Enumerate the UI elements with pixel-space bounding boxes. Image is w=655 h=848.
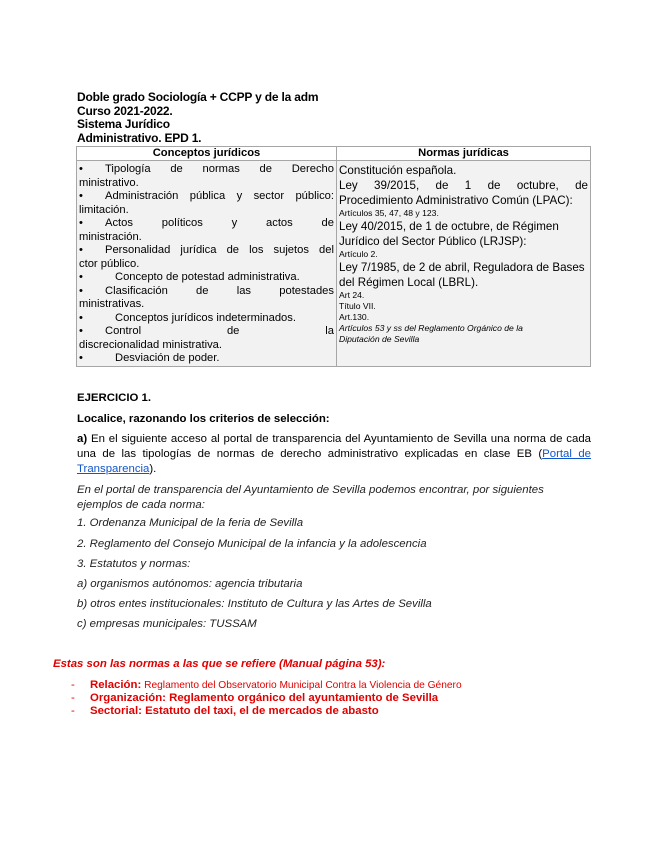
concept-item-text: Control de la [105, 325, 334, 337]
concept-item-line1 [79, 163, 334, 177]
bullet-icon: • [79, 163, 83, 175]
norm-ley40-article: Artículo 2. [339, 249, 378, 259]
concept-item-text: Conceptos jurídicos indeterminados. [115, 311, 296, 324]
bullet-icon: • [79, 325, 83, 337]
dash-bullet: - [71, 705, 75, 717]
concept-item-line2: discrecionalidad ministrativa. [79, 338, 223, 351]
dash-bullet: - [71, 679, 75, 691]
norma-label: Sectorial: Estatuto del taxi, el de mercados de abasto [90, 705, 379, 717]
norm-ley39-articles: Artículos 35, 47, 48 y 123. [339, 208, 439, 218]
concept-item-text: Actos políticos y actos de [105, 217, 334, 229]
concept-item-line2: ministrativo. [79, 176, 139, 189]
concept-item-line2: limitación. [79, 203, 129, 216]
question-a-end: ). [149, 463, 157, 475]
header-line-subject: Sistema Jurídico [77, 117, 170, 131]
concept-item-line1 [79, 352, 334, 366]
concept-item-line1 [79, 244, 334, 258]
answer-item: c) empresas municipales: TUSSAM [77, 618, 257, 630]
bullet-icon: • [79, 311, 83, 324]
concepts-norms-table [76, 146, 591, 367]
concept-item-text: Concepto de potestad administrativa. [115, 271, 300, 283]
exercise-question-a [77, 432, 591, 477]
answer-item: b) otros entes institucionales: Instituto de Cultura y las Artes de Sevilla [77, 598, 432, 610]
concept-item-text: Personalidad jurídica de los sujetos del [105, 244, 334, 256]
bullet-icon: • [79, 284, 83, 297]
norm-ley7-line1: Ley 7/1985, de 2 de abril, Reguladora de Bases [339, 261, 585, 274]
norm-ley40-line1: Ley 40/2015, de 1 de octubre, de Régimen [339, 220, 559, 233]
concept-item-line1 [79, 285, 334, 299]
concept-item-line1 [79, 271, 334, 285]
bullet-icon: • [79, 352, 83, 364]
header-line-degree: Doble grado Sociología + CCPP y de la adm [77, 90, 319, 104]
norm-reglamento-line1: Artículos 53 y ss del Reglamento Orgánico de la [339, 323, 523, 333]
exercise-subtitle: Localice, razonando los criterios de selección: [77, 413, 330, 425]
norma-text: Reglamento del Observatorio Municipal Contra la Violencia de Género [141, 680, 462, 691]
norm-ley40-line2: Jurídico del Sector Público (LRJSP): [339, 235, 527, 248]
bullet-icon: • [79, 190, 83, 202]
answer-item: 1. Ordenanza Municipal de la feria de Sevilla [77, 517, 304, 529]
answer-intro: En el portal de transparencia del Ayuntamiento de Sevilla podemos encontrar, por siguientes ejemplos de cada norma: [77, 484, 544, 511]
concept-item-text: Tipología de normas de Derecho [105, 163, 334, 175]
header-line-epd: Administrativo. EPD 1. [77, 130, 202, 145]
norma-label: Organización: Reglamento orgánico del ayuntamiento de Sevilla [90, 692, 439, 704]
norm-ley39-line2: Procedimiento Administrativo Común (LPAC): [339, 194, 573, 207]
concept-item-line2: ministrativas. [79, 298, 145, 310]
norm-ley7-titulo: Título VII. [339, 301, 376, 311]
concept-item-text: Clasificación de las potestades [105, 284, 334, 297]
concept-item-line1 [79, 325, 334, 339]
question-a-text: En el siguiente acceso al portal de transparencia del Ayuntamiento de Sevilla una norma de cada una de las tipologías de normas de derecho administrativo explicadas en clase EB ( [77, 433, 591, 460]
bullet-icon: • [79, 271, 83, 283]
norms-cell [337, 161, 591, 367]
norm-ley7-art130: Art.130. [339, 312, 370, 322]
concept-item-line2: ctor público. [79, 257, 140, 270]
question-a-label: a) [77, 433, 88, 445]
concept-item-line1 [79, 190, 334, 204]
normas-heading: Estas son las normas a las que se refiere (Manual página 53): [53, 658, 386, 670]
norma-item [71, 679, 462, 691]
exercise-title: EJERCICIO 1. [77, 392, 152, 404]
concept-item-text: Administración pública y sector público: [105, 190, 334, 202]
norm-ley7-line2: del Régimen Local (LBRL). [339, 276, 479, 289]
norm-constitucion: Constitución española. [339, 164, 457, 177]
header-line-course: Curso 2021-2022. [77, 103, 173, 118]
bullet-icon: • [79, 244, 83, 256]
concept-item-line2: ministración. [79, 230, 142, 243]
concept-item-line1 [79, 217, 334, 231]
bullet-icon: • [79, 217, 83, 229]
norma-item [71, 705, 379, 717]
norma-label: Relación: [90, 679, 142, 691]
concept-item-line1 [79, 312, 334, 326]
concepts-list [79, 163, 334, 366]
answer-item: a) organismos autónomos: agencia tributaria [77, 578, 303, 590]
portal-transparencia-link[interactable]: Portal de Transparencia [77, 448, 591, 475]
answer-item: 3. Estatutos y normas: [77, 558, 191, 570]
concept-item-text: Desviación de poder. [115, 352, 220, 364]
answer-item: 2. Reglamento del Consejo Municipal de la infancia y la adolescencia [77, 538, 427, 550]
norm-reglamento-line2: Diputación de Sevilla [339, 334, 420, 344]
dash-bullet: - [71, 692, 75, 704]
col-header-conceptos: Conceptos jurídicos [77, 147, 337, 161]
concepts-cell [77, 161, 337, 367]
norm-ley39-line1: Ley 39/2015, de 1 de octubre, de [339, 179, 588, 192]
document-header [77, 91, 318, 145]
col-header-normas: Normas jurídicas [337, 147, 591, 161]
norm-ley7-art24: Art 24. [339, 290, 365, 300]
norma-item [71, 692, 438, 704]
